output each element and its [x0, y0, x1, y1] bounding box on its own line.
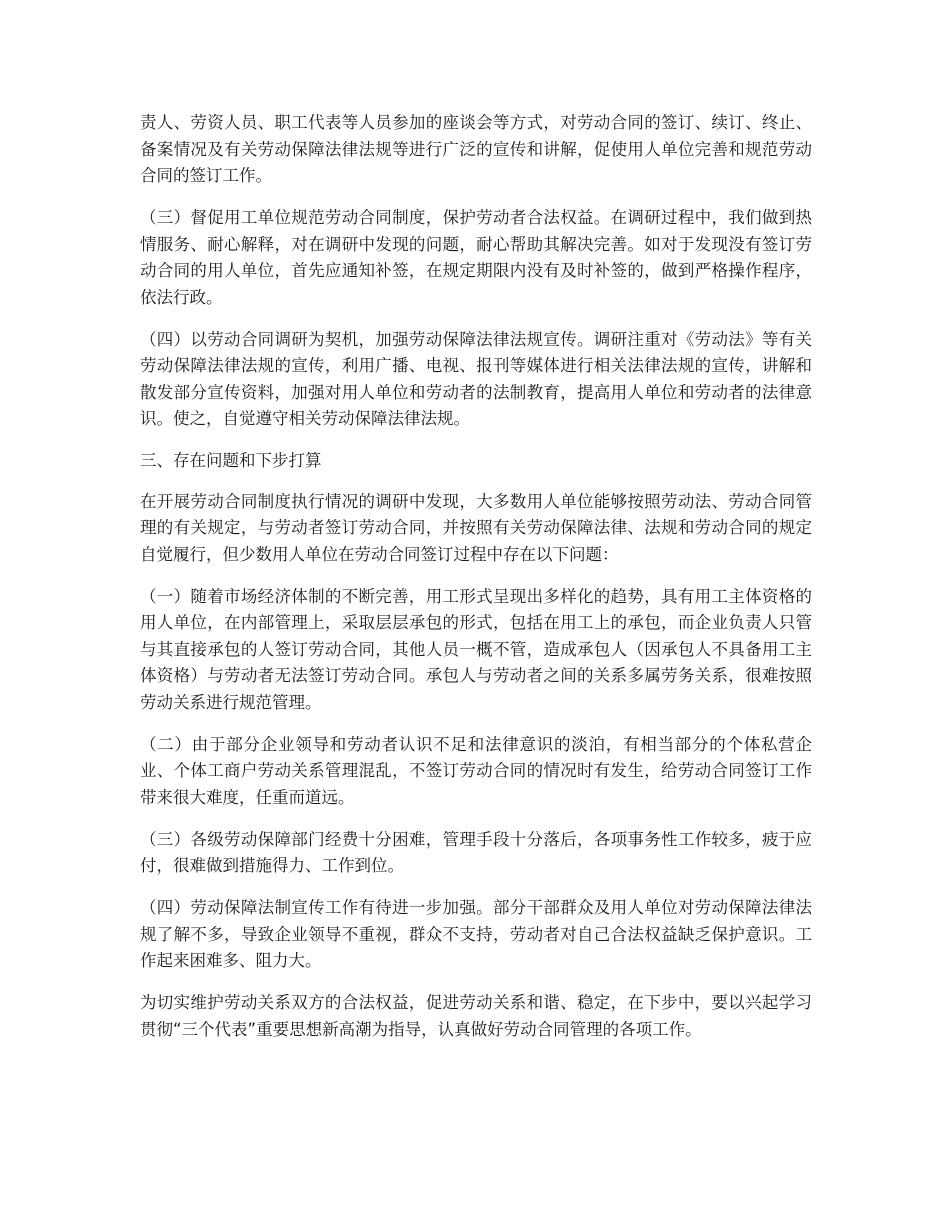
paragraph-findings-summary: 在开展劳动合同制度执行情况的调研中发现，大多数用人单位能够按照劳动法、劳动合同管理的有关规定，与劳动者签订劳动合同，并按照有关劳动保障法律、法规和劳动合同的规定自觉履行，但少数用人单位在劳动合同签订过程中存在以下问题：	[140, 491, 812, 564]
paragraph-problem-4: （四）劳动保障法制宣传工作有待进一步加强。部分干部群众及用人单位对劳动保障法律法规了解不多，导致企业领导不重视，群众不支持，劳动者对自己合法权益缺乏保护意识。工作起来困难多、阻力大。	[140, 898, 812, 970]
paragraph-item-3-contract-standards: （三）督促用工单位规范劳动合同制度，保护劳动者合法权益。在调研过程中，我们做到热情服务、耐心解释，对在调研中发现的问题，耐心帮助其解决完善。如对于发现没有签订劳动合同的用人单位，首先应通知补签，在规定期限内没有及时补签的，做到严格操作程序，依法行政。	[140, 208, 812, 307]
document-body	[140, 110, 812, 1059]
paragraph-problem-1: （一）随着市场经济体制的不断完善，用工形式呈现出多样化的趋势，具有用工主体资格的用人单位，在内部管理上，采取层层承包的形式，包括在用工上的承包，而企业负责人只管与其直接承包的人签订劳动合同，其他人员一概不管，造成承包人（因承包人不具备用工主体资格）与劳动者无法签订劳动合同。承包人与劳动者之间的关系多属劳务关系，很难按照劳动关系进行规范管理。	[140, 586, 812, 712]
paragraph-conclusion: 为切实维护劳动关系双方的合法权益，促进劳动关系和谐、稳定，在下步中，要以兴起学习贯彻“三个代表”重要思想新高潮为指导，认真做好劳动合同管理的各项工作。	[140, 993, 812, 1039]
paragraph-item-4-law-publicity: （四）以劳动合同调研为契机，加强劳动保障法律法规宣传。调研注重对《劳动法》等有关劳动保障法律法规的宣传，利用广播、电视、报刊等媒体进行相关法律法规的宣传，讲解和散发部分宣传资料，加强对用人单位和劳动者的法制教育，提高用人单位和劳动者的法律意识。使之，自觉遵守相关劳动保障法律法规。	[140, 329, 812, 428]
paragraph-intro-continuation: 责人、劳资人员、职工代表等人员参加的座谈会等方式，对劳动合同的签订、续订、终止、备案情况及有关劳动保障法律法规等进行广泛的宣传和讲解，促使用人单位完善和规范劳动合同的签订工作。	[140, 113, 812, 185]
section-heading-problems-and-plans: 三、存在问题和下步打算	[140, 451, 322, 470]
paragraph-problem-3: （三）各级劳动保障部门经费十分困难，管理手段十分落后，各项事务性工作较多，疲于应付，很难做到措施得力、工作到位。	[140, 829, 812, 875]
paragraph-problem-2: （二）由于部分企业领导和劳动者认识不足和法律意识的淡泊，有相当部分的个体私营企业、个体工商户劳动关系管理混乱，不签订劳动合同的情况时有发生，给劳动合同签订工作带来很大难度，任重而道远。	[140, 734, 812, 807]
